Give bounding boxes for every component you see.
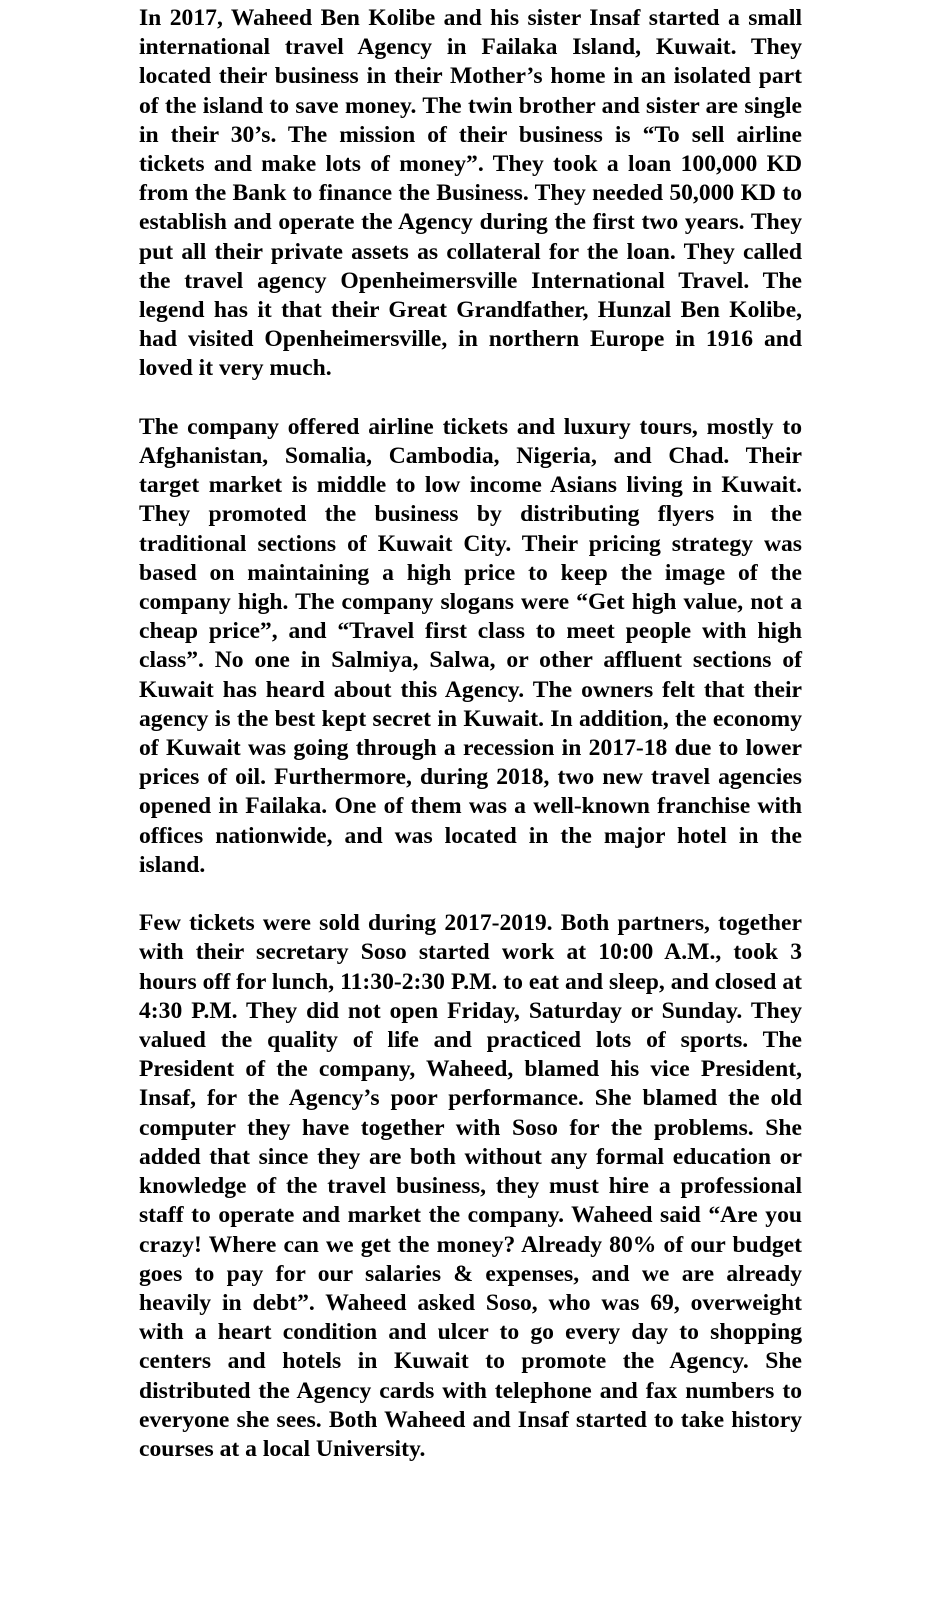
paragraph-marketing: The company offered airline tickets and luxury tours, mostly to Afghanistan, Somalia, Cambodia, Nigeria, and Chad. Their target market is middle to low income Asians living in Kuwait. They promoted the business by distributing flyers in the traditional sections of Kuwait City. Their pricing strategy was based on maintaining a high price to keep the image of the company high. The company slogans were “Get high value, not a cheap price”, and “Travel first class to meet people with high class”. No one in Salmiya, Salwa, or other affluent sections of Kuwait has heard about this Agency. The owners felt that their agency is the best kept secret in Kuwait. In addition, the economy of Kuwait was going through a recession in 2017-18 due to lower prices of oil. Furthermore, during 2018, two new travel agencies opened in Failaka. One of them was a well-known franchise with offices nationwide, and was located in the major hotel in the island. xyxy=(139,413,802,878)
paragraph-founding: In 2017, Waheed Ben Kolibe and his sister Insaf started a small international travel Agency in Failaka Island, Kuwait. They located their business in their Mother’s home in an isolated part of the island to save money. The twin brother and sister are single in their 30’s. The mission of their business is “To sell airline tickets and make lots of money”. They took a loan 100,000 KD from the Bank to finance the Business. They needed 50,000 KD to establish and operate the Agency during the first two years. They put all their private assets as collateral for the loan. They called the travel agency Openheimersville International Travel. The legend has it that their Great Grandfather, Hunzal Ben Kolibe, had visited Openheimersville, in northern Europe in 1916 and loved it very much. xyxy=(139,5,802,382)
document-page xyxy=(139,4,802,1464)
paragraph-operations: Few tickets were sold during 2017-2019. Both partners, together with their secretary Soso started work at 10:00 A.M., took 3 hours off for lunch, 11:30-2:30 P.M. to eat and sleep, and closed at 4:30 P.M. They did not open Friday, Saturday or Sunday. They valued the quality of life and practiced lots of sports. The President of the company, Waheed, blamed his vice President, Insaf, for the Agency’s poor performance. She blamed the old computer they have together with Soso for the problems. She added that since they are both without any formal education or knowledge of the travel business, they must hire a professional staff to operate and market the company. Waheed said “Are you crazy! Where can we get the money? Already 80% of our budget goes to pay for our salaries & expenses, and we are already heavily in debt”. Waheed asked Soso, who was 69, overweight with a heart condition and ulcer to go every day to shopping centers and hotels in Kuwait to promote the Agency. She distributed the Agency cards with telephone and fax numbers to everyone she sees. Both Waheed and Insaf started to take history courses at a local University. xyxy=(139,910,802,1462)
